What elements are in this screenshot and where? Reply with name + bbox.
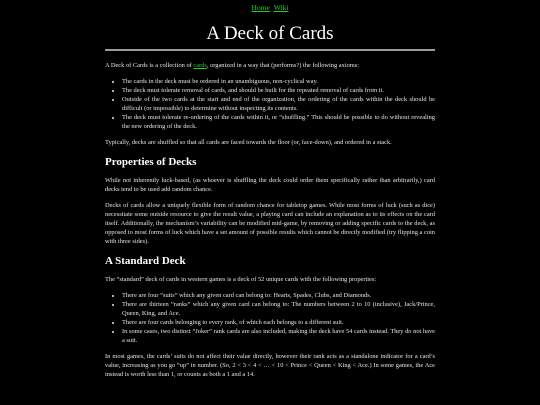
list-item: • The deck must tolerate re-ordering of the cards within it, or “shuffling.” This should be possible to do without revealing the new ordering of the deck. [122, 113, 435, 131]
cards-link[interactable]: cards [193, 62, 207, 69]
nav-wiki-link[interactable]: Wiki [273, 3, 289, 12]
nav-home-link[interactable]: Home [251, 3, 270, 12]
list-item: • The deck must tolerate removal of cards, and should be built for the repeated removal of cards from it. [122, 86, 435, 95]
standard-deck-intro: The “standard” deck of cards in western games is a deck of 52 unique cards with the following properties: [105, 276, 377, 283]
list-item: • Outside of the two cards at the start and end of the organization, the ordering of the cards within the deck should be difficult (or impossible) to determine without inspecting its contents. [122, 95, 435, 113]
standard-deck-closing: In most games, the cards’ suits do not affect their value directly, however their rank acts as a standalone indicator for a card’s value, increasing as you go “up” in number. (So, 2 < 3 < 4 < … < 10 < Prince < Queen < King < Ace.) In some games, the Ace instead is worth less than 1, or counts as both a 1 and a 14. [105, 353, 435, 378]
intro-paragraph [105, 61, 435, 70]
properties-paragraph-1: While not inherently luck-based, (as whoever is shuffling the deck could order them specifically rather than arbitrarily,) card decks tend to be used add random chance. [105, 177, 435, 193]
properties-heading: Properties of Decks [105, 156, 197, 168]
standard-deck-list [105, 291, 435, 345]
axiom-list [105, 77, 435, 131]
shuffle-paragraph: Typically, decks are shuffled so that all cards are faced towards the floor (or, face-down), and ordered in a stack. [105, 139, 392, 146]
top-nav [0, 3, 540, 13]
list-item: • There are four cards belonging to every rank, of which each belongs to a different suit. [122, 318, 435, 327]
article [105, 22, 435, 386]
properties-paragraph-2: Decks of cards allow a uniquely flexible form of random chance for tabletop games. While most forms of luck (such as dice) necessitate some outside resource to give the result value, a playing card can include an explanation as to its effects on the card itself. Additionally, the mechanism’s variability can be modified mid-game, by removing or adding specific cards to the deck, as opposed to most forms of luck which have a set amount of possible results which cannot be directly modified (try flipping a coin with three sides). [105, 202, 435, 245]
page-title: A Deck of Cards [105, 22, 435, 51]
list-item: • In some cases, two distinct “Joker” rank cards are also included, making the deck have 54 cards instead. They do not have a suit. [122, 327, 435, 345]
intro-text-after: , organized in a way that (performs?) the following axioms: [206, 62, 360, 69]
list-item: • There are four “suits” which any given card can belong to: Hearts, Spades, Clubs, and Diamonds. [122, 291, 435, 300]
list-item: • The cards in the deck must be ordered in an unambiguous, non-cyclical way. [122, 77, 435, 86]
list-item: • There are thirteen “ranks” which any given card can belong to: The numbers between 2 to 10 (inclusive), Jack/Prince, Queen, King, and Ace. [122, 300, 435, 318]
standard-deck-heading: A Standard Deck [105, 255, 186, 267]
intro-text-before: A Deck of Cards is a collection of [105, 62, 194, 69]
